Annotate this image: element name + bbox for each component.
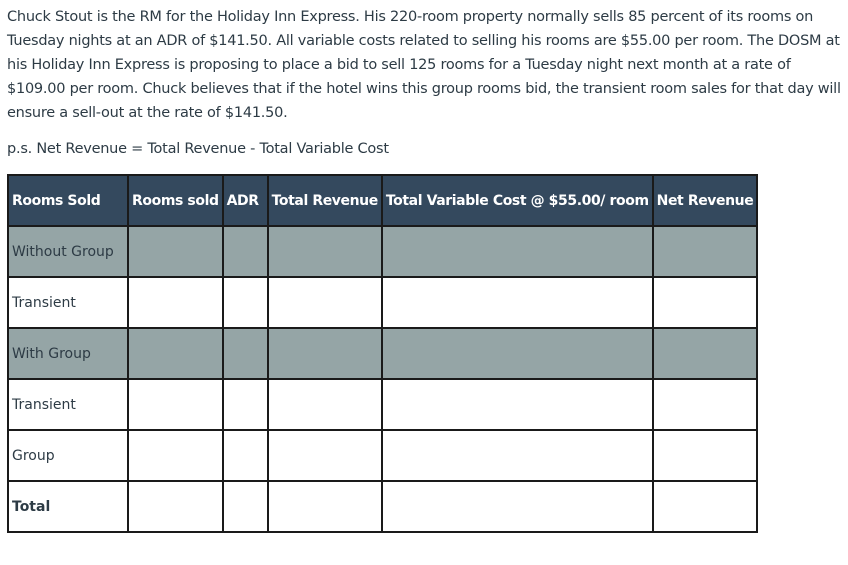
header-rooms-sold-category: Rooms Sold [8, 175, 128, 226]
adr-cell[interactable] [223, 430, 268, 481]
header-rooms-sold: Rooms sold [128, 175, 223, 226]
net-revenue-cell[interactable] [653, 430, 758, 481]
total-variable-cost-cell[interactable] [382, 277, 653, 328]
row-label: Total [8, 481, 128, 532]
total-revenue-cell[interactable] [268, 430, 382, 481]
row-label: With Group [8, 328, 128, 379]
total-revenue-cell[interactable] [268, 277, 382, 328]
total-revenue-cell[interactable] [268, 226, 382, 277]
row-label: Group [8, 430, 128, 481]
header-adr: ADR [223, 175, 268, 226]
total-revenue-cell[interactable] [268, 481, 382, 532]
header-total-revenue: Total Revenue [268, 175, 382, 226]
total-variable-cost-cell[interactable] [382, 226, 653, 277]
problem-statement: Chuck Stout is the RM for the Holiday Inn Express. His 220-room property normally sells 85 percent of its rooms on Tuesday nights at an ADR of $141.50. All variable costs related to selling his rooms are $55.00 per room. The DOSM at his Holiday Inn Express is proposing to place a bid to sell 125 rooms for a Tuesday night next month at a rate of $109.00 per room. Chuck believes that if the hotel wins this group rooms bid, the transient room sales for that day will ensure a sell-out at the rate of $141.50. [7, 9, 841, 121]
rooms-sold-cell[interactable] [128, 379, 223, 430]
table-row-with-group [8, 328, 757, 379]
row-label: Transient [8, 277, 128, 328]
table-header-row [8, 175, 757, 226]
net-revenue-cell[interactable] [653, 226, 758, 277]
total-variable-cost-cell[interactable] [382, 430, 653, 481]
revenue-table [7, 174, 758, 533]
adr-cell[interactable] [223, 481, 268, 532]
net-revenue-cell[interactable] [653, 481, 758, 532]
table-row-group [8, 430, 757, 481]
row-label: Without Group [8, 226, 128, 277]
rooms-sold-cell[interactable] [128, 430, 223, 481]
total-revenue-cell[interactable] [268, 379, 382, 430]
adr-cell[interactable] [223, 328, 268, 379]
header-net-revenue: Net Revenue [653, 175, 758, 226]
table-row-without-group [8, 226, 757, 277]
adr-cell[interactable] [223, 379, 268, 430]
row-label: Transient [8, 379, 128, 430]
rooms-sold-cell[interactable] [128, 277, 223, 328]
rooms-sold-cell[interactable] [128, 328, 223, 379]
rooms-sold-cell[interactable] [128, 226, 223, 277]
header-total-variable-cost: Total Variable Cost @ $55.00/ room [382, 175, 653, 226]
adr-cell[interactable] [223, 226, 268, 277]
net-revenue-cell[interactable] [653, 328, 758, 379]
total-variable-cost-cell[interactable] [382, 481, 653, 532]
net-revenue-cell[interactable] [653, 379, 758, 430]
table-row-total [8, 481, 757, 532]
total-variable-cost-cell[interactable] [382, 328, 653, 379]
total-variable-cost-cell[interactable] [382, 379, 653, 430]
adr-cell[interactable] [223, 277, 268, 328]
table-row-transient-with-group [8, 379, 757, 430]
net-revenue-formula: p.s. Net Revenue = Total Revenue - Total Variable Cost [7, 141, 389, 157]
table-row-transient-without-group [8, 277, 757, 328]
total-revenue-cell[interactable] [268, 328, 382, 379]
rooms-sold-cell[interactable] [128, 481, 223, 532]
net-revenue-cell[interactable] [653, 277, 758, 328]
